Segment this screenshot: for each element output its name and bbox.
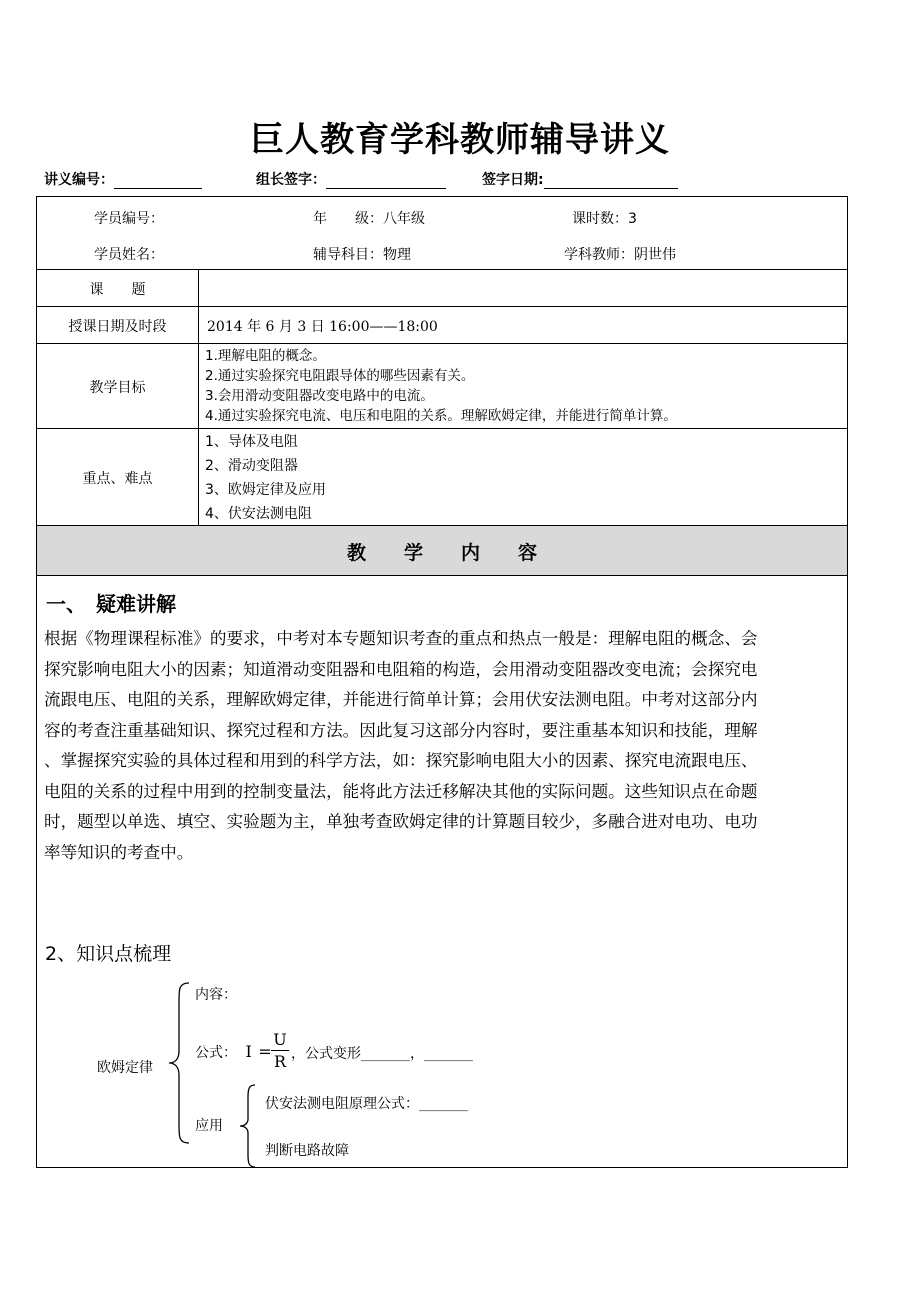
section1-heading: 一、 疑难讲解 bbox=[46, 592, 176, 616]
formula-label: 公式： bbox=[195, 1045, 237, 1061]
date-value: 2014 年 6 月 3 日 16:00——18:00 bbox=[207, 319, 438, 335]
diagram-application-label: 应用 bbox=[195, 1118, 223, 1134]
leader-signature-blank bbox=[326, 172, 446, 189]
paragraph-line: 流跟电压、电阻的关系，理解欧姆定律，并能进行简单计算；会用伏安法测电阻。中考对这部分内 bbox=[44, 690, 758, 709]
outer-brace-icon bbox=[165, 981, 197, 1145]
paragraph-line: 电阻的关系的过程中用到的控制变量法，能将此方法迁移解决其他的实际问题。这些知识点在命题 bbox=[44, 781, 758, 801]
key-point-item: 1、导体及电阻 bbox=[205, 434, 298, 450]
hours-label: 课时数： bbox=[572, 211, 628, 227]
lecture-number-blank bbox=[114, 172, 202, 189]
goals-list bbox=[205, 346, 677, 426]
key-point-item: 4、伏安法测电阻 bbox=[205, 506, 312, 522]
paragraph-line: 根据《物理课程标准》的要求，中考对本专题知识考查的重点和热点一般是：理解电阻的概念、会 bbox=[44, 629, 758, 648]
goal-item: 4.通过实验探究电流、电压和电阻的关系。理解欧姆定律，并能进行简单计算。 bbox=[205, 408, 677, 424]
key-points-list bbox=[205, 430, 326, 526]
hours-field bbox=[572, 208, 637, 228]
key-point-item: 2、滑动变阻器 bbox=[205, 458, 298, 474]
paragraph-line: 探究影响电阻大小的因素；知道滑动变阻器和电阻箱的构造，会用滑动变阻器改变电流；会探究电 bbox=[44, 659, 758, 679]
leader-signature-label: 组长签字： bbox=[256, 172, 326, 188]
goal-item: 1.理解电阻的概念。 bbox=[205, 348, 326, 364]
application-item-1: 伏安法测电阻原理公式：_______ bbox=[265, 1096, 468, 1112]
grade-label: 年 级： bbox=[313, 211, 383, 227]
formula-numerator: U bbox=[273, 1030, 287, 1049]
sign-date-blank bbox=[544, 172, 678, 189]
paragraph-line: 、掌握探究实验的具体过程和用到的科学方法，如：探究影响电阻大小的因素、探究电流跟电压、 bbox=[44, 751, 758, 770]
lecture-number-field bbox=[44, 169, 202, 189]
leader-signature-field bbox=[256, 169, 446, 189]
topic-label: 课 题 bbox=[89, 282, 146, 298]
diagram-root: 欧姆定律 bbox=[97, 1060, 153, 1076]
goals-label: 教学目标 bbox=[89, 380, 146, 396]
section2-heading: 2、知识点梳理 bbox=[45, 943, 172, 965]
inner-brace-icon bbox=[237, 1083, 261, 1169]
goal-item: 3.会用滑动变阻器改变电路中的电流。 bbox=[205, 388, 434, 404]
subject-field bbox=[313, 244, 411, 264]
formula-fraction bbox=[271, 1030, 289, 1071]
sign-date-label: 签字日期: bbox=[482, 172, 544, 188]
application-item-2: 判断电路故障 bbox=[265, 1143, 349, 1159]
section1-paragraph bbox=[44, 624, 844, 868]
lecture-number-label: 讲义编号： bbox=[44, 172, 114, 188]
paragraph-line: 率等知识的考查中。 bbox=[44, 842, 194, 862]
subject-label: 辅导科目： bbox=[313, 247, 383, 263]
formula-lhs: I bbox=[245, 1042, 252, 1061]
key-points-label: 重点、难点 bbox=[82, 471, 153, 487]
fraction-bar bbox=[271, 1050, 289, 1051]
formula-variant: ，公式变形_______，_______ bbox=[291, 1046, 473, 1062]
student-number-label: 学员编号： bbox=[94, 211, 164, 227]
formula-eq: = bbox=[258, 1042, 272, 1061]
lecture-table bbox=[36, 196, 848, 1168]
formula-denominator: R bbox=[273, 1052, 287, 1071]
diagram-content-label: 内容： bbox=[195, 987, 237, 1003]
teacher-value: 阴世伟 bbox=[634, 247, 676, 263]
content-banner: 教 学 内 容 bbox=[346, 542, 537, 564]
subject-value: 物理 bbox=[383, 247, 411, 263]
teacher-field bbox=[564, 244, 676, 264]
paragraph-line: 时，题型以单选、填空、实验题为主，单独考查欧姆定律的计算题目较少，多融合进对电功、电功 bbox=[44, 812, 758, 831]
hours-value: 3 bbox=[628, 211, 637, 227]
paragraph-line: 容的考查注重基础知识、探究过程和方法。因此复习这部分内容时，要注重基本知识和技能，理解 bbox=[44, 720, 758, 740]
student-name-label: 学员姓名： bbox=[94, 247, 164, 263]
teacher-label: 学科教师： bbox=[564, 247, 634, 263]
key-point-item: 3、欧姆定律及应用 bbox=[205, 482, 326, 498]
date-label: 授课日期及时段 bbox=[68, 319, 167, 335]
sign-date-field bbox=[482, 169, 678, 189]
grade-value: 八年级 bbox=[383, 211, 425, 227]
diagram-formula bbox=[195, 1042, 274, 1062]
goal-item: 2.通过实验探究电阻跟导体的哪些因素有关。 bbox=[205, 368, 475, 384]
document-title: 巨人教育学科教师辅导讲义 bbox=[250, 120, 670, 160]
grade-field bbox=[313, 208, 425, 228]
